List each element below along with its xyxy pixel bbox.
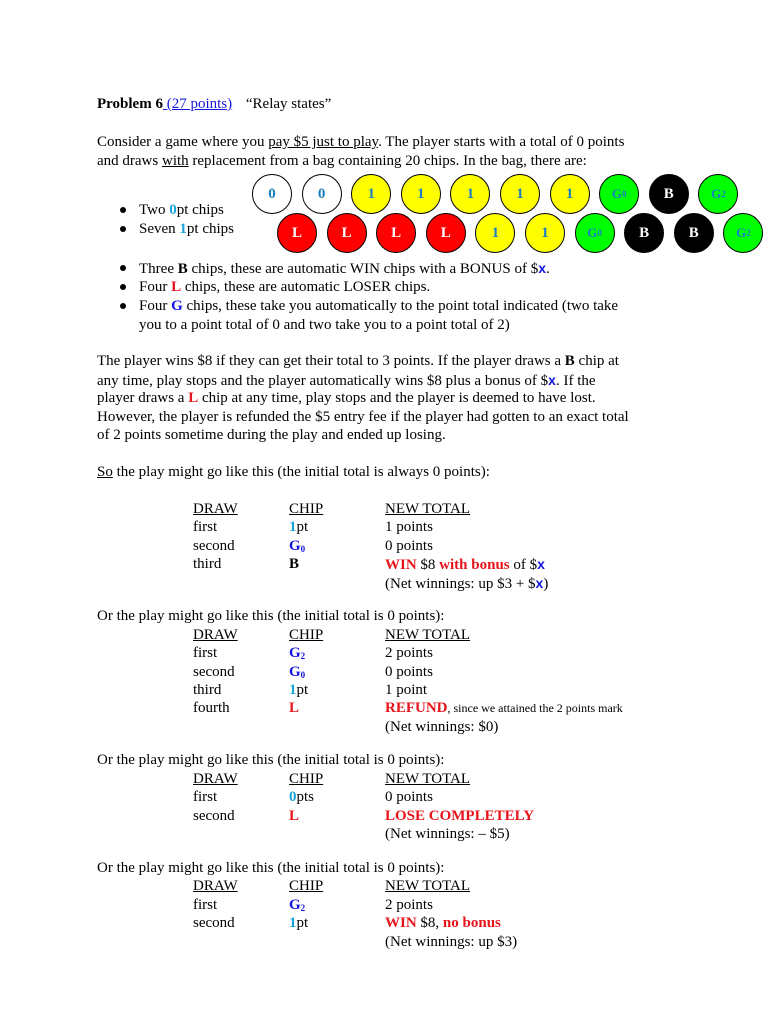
chip-cell: B — [289, 556, 300, 572]
rules-text: player draws a — [97, 390, 189, 406]
bonus-x: x — [548, 372, 556, 388]
bullet-dot — [120, 226, 126, 232]
net-winnings: (Net winnings: $0) — [385, 719, 499, 735]
rules-line-3 — [97, 389, 596, 408]
rules-text: chip at — [574, 353, 619, 369]
problem-name: “Relay states” — [245, 96, 332, 112]
chip-cell — [289, 644, 305, 663]
net-text: ) — [543, 576, 549, 592]
total-cell: 0 points — [385, 664, 433, 680]
intro-text: Consider a game where you — [97, 134, 269, 150]
chip-value: 0 — [289, 789, 297, 805]
intro-text: . The player starts with a total of 0 points — [378, 134, 625, 150]
draw-cell: third — [193, 682, 222, 698]
bullet-b-chips — [139, 259, 550, 279]
draw-cell: third — [193, 556, 222, 572]
total-text: $8, — [416, 915, 443, 931]
total-text: $8 — [416, 557, 440, 573]
problem-points: (27 points) — [162, 96, 233, 112]
bullet-dot — [120, 207, 126, 213]
problem-title — [97, 95, 331, 114]
net-winnings — [385, 574, 548, 594]
total-text: of $ — [509, 557, 538, 573]
total-cell: 1 point — [385, 682, 428, 698]
bullet-one-chips — [139, 220, 234, 239]
chip-black: B — [649, 174, 689, 214]
chip-subscript: 2 — [300, 651, 306, 661]
chip-cell — [289, 788, 314, 807]
net-winnings: (Net winnings: up $3) — [385, 934, 518, 950]
chip-yellow: 1 — [525, 213, 565, 253]
header-draw: DRAW — [193, 501, 238, 517]
draw-cell: first — [193, 897, 218, 913]
problem-label: Problem 6 — [97, 96, 163, 112]
total-cell: 0 points — [385, 538, 433, 554]
total-cell — [385, 555, 545, 575]
bonus-x: x — [535, 575, 544, 591]
bullet-highlight: 1 — [179, 221, 187, 237]
intro-text: replacement from a bag containing 20 chips. In the bag, there are: — [188, 153, 587, 169]
refund-note: , since we attained the 2 points mark — [447, 701, 623, 715]
chip-green: G 0 — [599, 174, 639, 214]
bullet-text: chips, these are automatic WIN chips with a BONUS of $ — [187, 261, 539, 277]
chip-unit: pts — [296, 789, 315, 805]
draw-cell: first — [193, 519, 218, 535]
rules-line-2 — [97, 371, 596, 391]
draw-cell: first — [193, 645, 218, 661]
total-cell — [385, 699, 623, 718]
chip-yellow: 1 — [500, 174, 540, 214]
chip-cell — [289, 518, 308, 537]
bullet-text: . — [546, 261, 550, 277]
chip-cell — [289, 663, 305, 682]
draw-cell: fourth — [193, 700, 230, 716]
rules-line-5: of 2 points sometime during the play and ended up losing. — [97, 427, 446, 443]
bullet-text: pt chips — [186, 221, 235, 237]
intro-line-2 — [97, 152, 587, 171]
refund-label: REFUND — [385, 700, 448, 716]
bullet-text: chips, these take you automatically to the point total indicated (two take — [182, 298, 619, 314]
bullet-text: chips, these are automatic LOSER chips. — [181, 279, 431, 295]
bullet-text: Seven — [139, 221, 180, 237]
bonus-x: x — [537, 556, 545, 572]
example-intro-so: So — [97, 464, 113, 480]
win-label: WIN — [385, 915, 417, 931]
chip-red: L — [376, 213, 416, 253]
chip-yellow: 1 — [475, 213, 515, 253]
bullet-dot — [120, 303, 126, 309]
win-label: WIN — [385, 557, 417, 573]
chip-white: 0 — [252, 174, 292, 214]
draw-cell: second — [193, 915, 235, 931]
example-3-intro: Or the play might go like this (the initial total is 0 points): — [97, 752, 445, 768]
header-chip: CHIP — [289, 627, 324, 643]
net-text: (Net winnings: up $3 + $ — [385, 576, 536, 592]
chip-black: B — [674, 213, 714, 253]
chip-value: G — [289, 897, 301, 913]
draw-cell: second — [193, 808, 235, 824]
chip-yellow: 1 — [450, 174, 490, 214]
total-cell: 0 points — [385, 789, 433, 805]
intro-underline: pay $5 just to play — [268, 134, 379, 150]
header-total: NEW TOTAL — [385, 627, 471, 643]
chip-cell — [289, 896, 305, 915]
bullet-text: Three — [139, 261, 178, 277]
bullet-zero-chips — [139, 201, 224, 220]
no-bonus-label: no bonus — [442, 915, 501, 931]
intro-underline: with — [161, 153, 189, 169]
bullet-l-chips — [139, 278, 430, 297]
chip-cell — [289, 537, 305, 556]
chip-green: G 2 — [698, 174, 738, 214]
header-total: NEW TOTAL — [385, 878, 471, 894]
bullet-dot — [120, 284, 126, 290]
bullet-highlight: L — [171, 279, 182, 295]
header-draw: DRAW — [193, 771, 238, 787]
bullet-g-chips-cont: you to a point total of 0 and two take you to a point total of 2) — [139, 317, 510, 333]
chip-red: L — [426, 213, 466, 253]
bullet-highlight: G — [171, 298, 183, 314]
header-total: NEW TOTAL — [385, 771, 471, 787]
bullet-highlight: 0 — [169, 202, 177, 218]
chip-cell — [289, 914, 308, 933]
rules-text: chip at any time, play stops and the player is deemed to have lost. — [198, 390, 596, 406]
example-intro-text: the play might go like this (the initial total is always 0 points): — [112, 464, 490, 480]
rules-highlight: B — [564, 353, 575, 369]
rules-text: . If the — [555, 373, 596, 389]
chip-value: G — [289, 645, 301, 661]
header-chip: CHIP — [289, 878, 324, 894]
header-chip: CHIP — [289, 771, 324, 787]
header-chip: CHIP — [289, 501, 324, 517]
rules-line-4: However, the player is refunded the $5 entry fee if the player had gotten to an exact total — [97, 409, 629, 425]
rules-highlight: L — [188, 390, 199, 406]
example-4-intro: Or the play might go like this (the initial total is 0 points): — [97, 860, 445, 876]
chip-subscript: 0 — [300, 544, 306, 554]
bullet-text: Two — [139, 202, 170, 218]
example-2-intro: Or the play might go like this (the initial total is 0 points): — [97, 608, 445, 624]
total-cell — [385, 914, 501, 933]
header-draw: DRAW — [193, 878, 238, 894]
total-cell: 1 points — [385, 519, 433, 535]
example-intro — [97, 463, 490, 482]
bullet-text: pt chips — [176, 202, 224, 218]
draw-cell: first — [193, 789, 218, 805]
bonus-x: x — [538, 260, 547, 276]
intro-line-1 — [97, 133, 624, 152]
chip-yellow: 1 — [550, 174, 590, 214]
intro-text: and draws — [97, 153, 162, 169]
chip-value: 1 — [289, 915, 297, 931]
bullet-dot — [120, 265, 126, 271]
rules-line-1 — [97, 352, 619, 371]
chip-value: 1 — [289, 682, 297, 698]
rules-text: any time, play stops and the player automatically wins $8 plus a bonus of $ — [97, 373, 549, 389]
chip-yellow: 1 — [401, 174, 441, 214]
draw-cell: second — [193, 538, 235, 554]
draw-cell: second — [193, 664, 235, 680]
net-winnings: (Net winnings: – $5) — [385, 826, 510, 842]
total-cell: 2 points — [385, 645, 433, 661]
chip-cell: L — [289, 808, 300, 824]
chip-value: G — [289, 664, 301, 680]
chip-green: G 2 — [723, 213, 763, 253]
chip-red: L — [277, 213, 317, 253]
total-cell: 2 points — [385, 897, 433, 913]
chip-red: L — [327, 213, 367, 253]
chip-unit: pt — [296, 519, 309, 535]
chip-value: 1 — [289, 519, 297, 535]
chip-cell — [289, 681, 308, 700]
bullet-text: Four — [139, 298, 172, 314]
chip-cell: L — [289, 700, 300, 716]
chip-value: G — [289, 538, 301, 554]
header-total: NEW TOTAL — [385, 501, 471, 517]
chip-unit: pt — [296, 682, 309, 698]
rules-text: The player wins $8 if they can get their total to 3 points. If the player draws a — [97, 353, 565, 369]
chip-subscript: 0 — [300, 670, 306, 680]
chip-green: G 0 — [575, 213, 615, 253]
chip-subscript: 2 — [300, 903, 306, 913]
bullet-g-chips — [139, 297, 618, 316]
chip-black: B — [624, 213, 664, 253]
chip-yellow: 1 — [351, 174, 391, 214]
bullet-highlight: B — [177, 261, 188, 277]
chip-white: 0 — [302, 174, 342, 214]
bullet-text: Four — [139, 279, 172, 295]
chip-unit: pt — [296, 915, 309, 931]
bonus-label: with bonus — [439, 557, 510, 573]
lose-label: LOSE COMPLETELY — [385, 808, 535, 824]
header-draw: DRAW — [193, 627, 238, 643]
